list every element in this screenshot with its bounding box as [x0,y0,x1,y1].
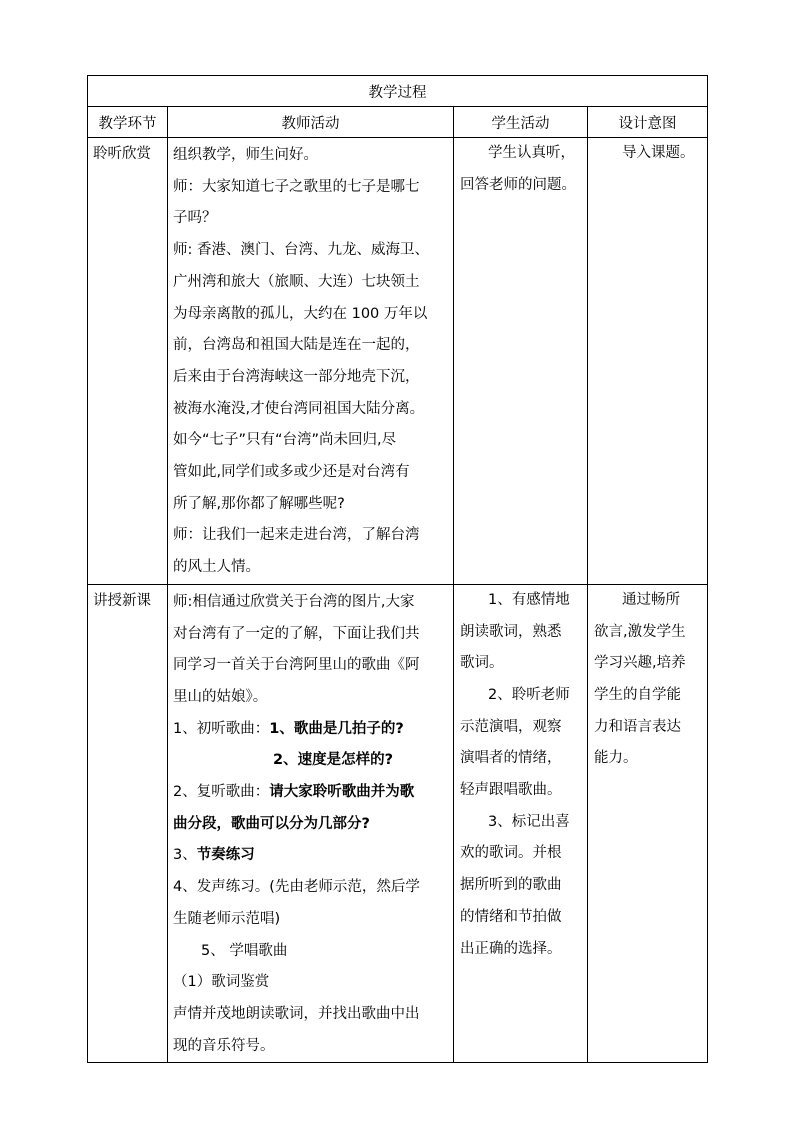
text-line: 力和语言表达 [594,718,681,735]
text-line: 朗读歌词，熟悉 [460,623,562,640]
text-prefix: 1、初听歌曲： [173,720,270,737]
text-line: 歌词。 [460,655,504,672]
stage-cell [88,138,168,585]
text-line: 师：大家知道七子之歌里的七子是哪七 [173,178,420,195]
teacher-activity-cell [168,584,454,1063]
text-line: 学习兴趣,培养 [594,655,686,672]
text-line: 出正确的选择。 [460,940,562,957]
text-line: 能力。 [594,750,638,767]
text-line: 5、 学唱歌曲 [201,942,288,959]
text-line: 为母亲离散的孤儿，大约在 100 万年以 [173,305,428,322]
bold-question: 2、速度是怎样的? [273,752,393,769]
header-teacher-activity: 教师活动 [168,107,454,138]
text-line [173,777,448,809]
student-activity-cell [454,138,588,585]
text-line: 组织教学，师生问好。 [173,147,318,163]
text-line: 学生的自学能 [594,686,681,703]
text-line [173,714,448,746]
table-title: 教学过程 [88,76,708,107]
bold-question: 1、歌曲是几拍子的? [269,720,404,737]
text-line: 据所听到的歌曲 [460,877,562,894]
text-line: 4、发声练习。(先由老师示范，然后学 [173,879,420,896]
text-line: 广州湾和旅大（旅顺、大连）七块领土 [173,273,420,290]
text-line: 同学习一首关于台湾阿里山的歌曲《阿 [173,657,420,674]
text-line: 生随老师示范唱) [173,910,281,927]
text-line: 演唱者的情绪， [460,750,562,767]
text-line [173,840,448,872]
text-line: 欲言,激发学生 [594,623,686,640]
text-line: 轻声跟唱歌曲。 [460,782,562,799]
design-intent-cell [588,584,708,1063]
table-row [88,138,708,585]
text-line: 欢的歌词。并根 [460,845,562,862]
header-student-activity: 学生活动 [454,107,588,138]
stage-label: 讲授新课 [93,592,151,609]
text-line: 3、标记出喜 [488,813,570,830]
text-line: 的情绪和节拍做 [460,908,562,925]
text-line [173,745,448,777]
stage-cell [88,584,168,1063]
teacher-activity-cell [168,138,454,585]
text-line: 示范演唱，观察 [460,718,562,735]
bold-heading: 节奏练习 [196,847,255,864]
text-line [173,809,448,841]
text-line: 师: 香港、澳门、台湾、九龙、威海卫、 [173,242,429,259]
text-line: 师：让我们一起来走进台湾，了解台湾 [173,527,420,544]
text-line: 现的音乐符号。 [173,1037,275,1054]
text-line: 2、聆听老师 [488,686,570,703]
text-line: 里山的姑娘》。 [173,688,268,705]
text-line: 后来由于台湾海峡这一部分地壳下沉， [173,368,420,385]
bold-question: 请大家聆听歌曲并为歌 [269,784,415,801]
text-prefix: 2、复听歌曲： [173,784,270,801]
header-stage: 教学环节 [88,107,168,138]
text-line: 对台湾有了一定的了解，下面让我们共 [173,625,420,642]
text-line: 的风土人情。 [173,559,260,576]
text-line: 子吗？ [173,210,217,227]
text-line: 回答老师的问题。 [460,176,576,193]
text-line: 师:相信通过欣赏关于台湾的图片,大家 [173,593,415,610]
teaching-process-table [87,75,708,1063]
table-row [88,584,708,1063]
text-prefix: 3、 [173,847,197,864]
text-line: 前，台湾岛和祖国大陆是连在一起的， [173,337,420,354]
text-line: 被海水淹没,才使台湾同祖国大陆分离。 [173,400,425,417]
text-line: （1）歌词鉴赏 [173,974,270,991]
stage-label: 聆听欣赏 [93,146,151,162]
student-activity-cell [454,584,588,1063]
text-line: 通过畅所 [622,591,680,608]
text-line: 所了解,那你都了解哪些呢? [173,495,345,512]
bold-question: 曲分段，歌曲可以分为几部分? [173,815,370,832]
text-line: 1、有感情地 [488,591,570,608]
text-line: 如今“七子”只有“台湾”尚未回归,尽 [173,432,397,449]
design-intent-cell [588,138,708,585]
text-line: 导入课题。 [622,145,695,161]
text-line: 声情并茂地朗读歌词，并找出歌曲中出 [173,1005,420,1022]
text-line: 管如此,同学们或多或少还是对台湾有 [173,464,410,481]
text-line: 学生认真听， [488,145,575,161]
header-design-intent: 设计意图 [588,107,708,138]
